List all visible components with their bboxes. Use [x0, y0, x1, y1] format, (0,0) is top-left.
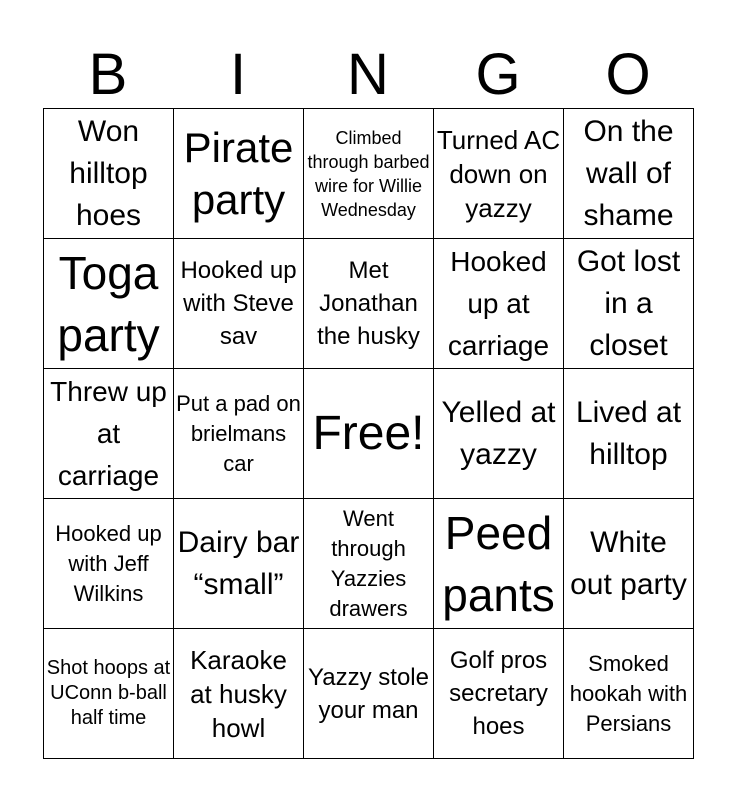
bingo-cell	[434, 499, 564, 629]
cell-text: Lived at hilltop	[575, 395, 682, 471]
cell-text: Met Jonathan the husky	[317, 257, 420, 350]
bingo-header	[43, 42, 693, 108]
bingo-cell	[564, 239, 694, 369]
bingo-cell	[304, 239, 434, 369]
bingo-cell	[174, 109, 304, 239]
free-cell	[304, 369, 434, 499]
bingo-cell	[174, 499, 304, 629]
cell-text: Threw up at carriage	[50, 375, 167, 491]
cell-text: Golf pros secretary hoes	[449, 647, 548, 740]
cell-text: Won hilltop hoes	[69, 114, 148, 232]
cell-text: On the wall of shame	[583, 114, 674, 232]
cell-text: Yazzy stole your man	[308, 663, 429, 724]
cell-text: Karaoke at husky howl	[190, 644, 287, 743]
bingo-cell	[174, 629, 304, 759]
bingo-cell	[44, 109, 174, 239]
cell-text: Smoked hookah with Persians	[569, 650, 688, 736]
cell-text: Peed pants	[442, 506, 555, 621]
cell-text: Climbed through barbed wire for Willie Wednesday	[307, 127, 430, 220]
bingo-cell	[564, 109, 694, 239]
cell-text: White out party	[570, 525, 687, 601]
bingo-cell	[44, 369, 174, 499]
bingo-cell	[304, 629, 434, 759]
bingo-cell	[44, 499, 174, 629]
bingo-cell	[304, 109, 434, 239]
header-letter-o: O	[605, 42, 651, 107]
cell-text: Got lost in a closet	[576, 244, 681, 362]
bingo-grid	[43, 108, 694, 759]
cell-text: Turned AC down on yazzy	[436, 124, 561, 223]
header-letter-g: G	[475, 42, 521, 107]
cell-text: Toga party	[57, 246, 160, 361]
bingo-cell	[44, 629, 174, 759]
cell-text: Shot hoops at UConn b-ball half time	[46, 657, 171, 729]
header-letter-i: I	[229, 42, 247, 107]
cell-text: Hooked up with Steve sav	[180, 257, 297, 350]
header-letter-b: B	[88, 42, 128, 107]
cell-text: Put a pad on brielmans car	[176, 390, 301, 476]
bingo-cell	[434, 239, 564, 369]
cell-text: Free!	[312, 406, 425, 460]
cell-text: Hooked up with Jeff Wilkins	[55, 520, 162, 606]
bingo-cell	[564, 629, 694, 759]
bingo-cell	[434, 369, 564, 499]
bingo-cell	[564, 369, 694, 499]
cell-text: Pirate party	[183, 123, 294, 223]
cell-text: Yelled at yazzy	[441, 395, 556, 471]
bingo-cell	[434, 629, 564, 759]
bingo-cell	[44, 239, 174, 369]
bingo-cell	[174, 239, 304, 369]
bingo-cell	[434, 109, 564, 239]
bingo-cell	[174, 369, 304, 499]
cell-text: Dairy bar “small”	[177, 525, 300, 601]
header-letter-n: N	[347, 42, 389, 107]
cell-text: Went through Yazzies drawers	[329, 505, 408, 621]
bingo-cell	[564, 499, 694, 629]
cell-text: Hooked up at carriage	[447, 245, 550, 361]
bingo-cell	[304, 499, 434, 629]
